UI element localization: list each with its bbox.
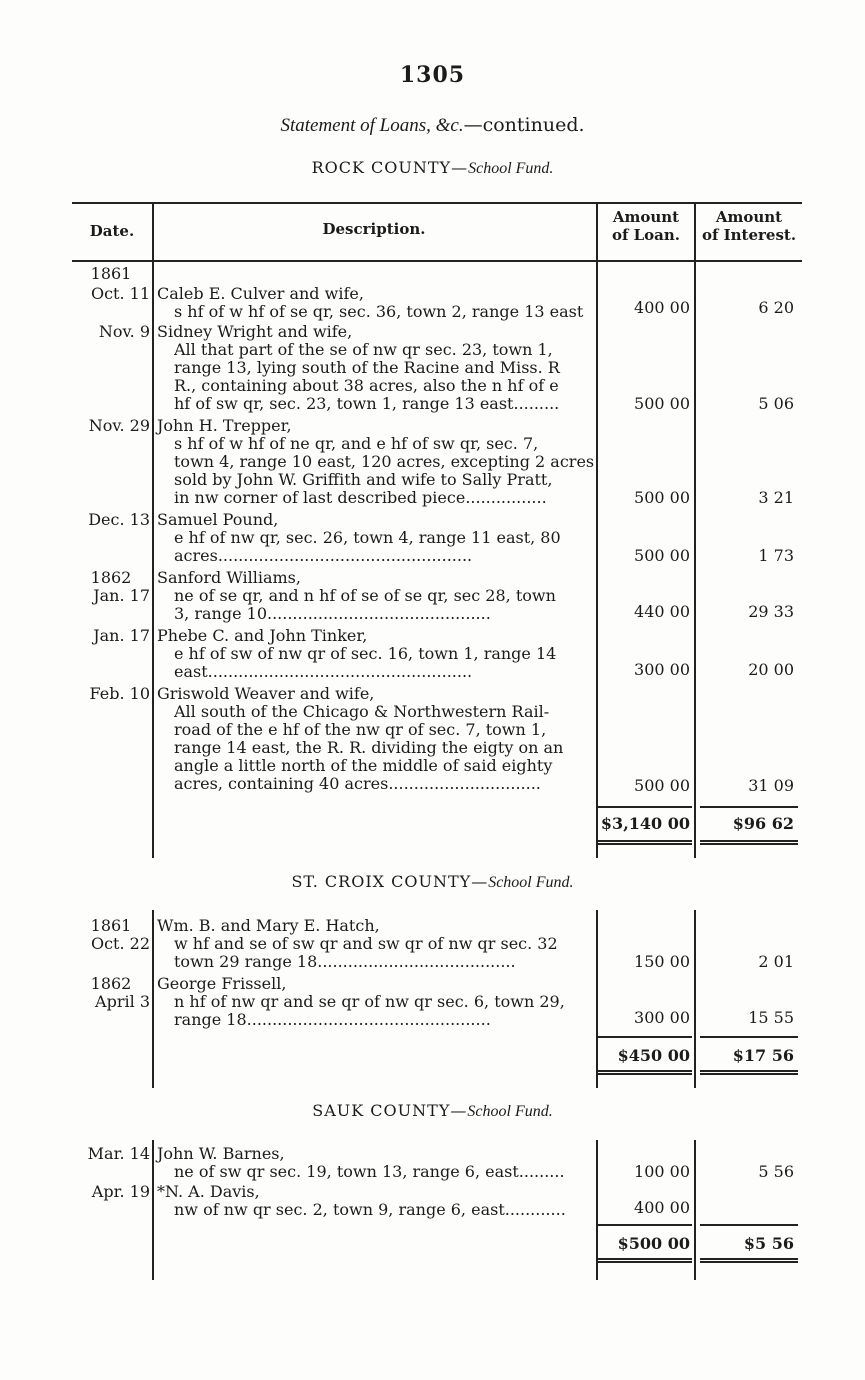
entry-name: Samuel Pound,	[157, 510, 279, 529]
entry-name: Caleb E. Culver and wife,	[157, 284, 364, 303]
sauk-fund-name: School Fund.	[467, 1103, 553, 1120]
total-loan: $450 00	[617, 1046, 690, 1065]
entry-name: Phebe C. and John Tinker,	[157, 626, 368, 645]
entry-loan: 500 00	[634, 394, 690, 413]
stcroix-county-heading	[0, 872, 865, 892]
total-interest: $5 56	[743, 1234, 794, 1253]
entry-interest: 5 06	[758, 394, 794, 413]
total-interest: $17 56	[732, 1046, 794, 1065]
total-double-rule	[598, 1070, 692, 1075]
entry-description-line: road of the e hf of the nw qr of sec. 7, town 1,	[174, 720, 547, 739]
total-loan: $500 00	[617, 1234, 690, 1253]
entry-interest: 3 21	[758, 488, 794, 507]
entry-description-line: e hf of nw qr, sec. 26, town 4, range 11 east, 80	[174, 528, 561, 547]
entry-name: John W. Barnes,	[157, 1144, 285, 1163]
rock-county-heading	[0, 158, 865, 178]
entry-interest: 5 56	[758, 1162, 794, 1181]
entry-name: *N. A. Davis,	[157, 1182, 260, 1201]
column-divider	[152, 1140, 154, 1280]
entry-loan: 400 00	[634, 298, 690, 317]
entry-date: Jan. 17	[93, 626, 150, 645]
entry-description-line: w hf and se of sw qr and sw qr of nw qr sec. 32	[174, 934, 558, 953]
entry-description-line: ne of se qr, and n hf of se of se qr, sec 28, town	[174, 586, 556, 605]
total-interest: $96 62	[732, 814, 794, 833]
entry-name: Sidney Wright and wife,	[157, 322, 353, 341]
entry-name: Wm. B. and Mary E. Hatch,	[157, 916, 380, 935]
rock-county-ledger	[72, 202, 802, 858]
entry-description-line: range 14 east, the R. R. dividing the eigty on an	[174, 738, 564, 757]
total-double-rule	[700, 1258, 798, 1263]
entry-date: Mar. 14	[87, 1144, 150, 1163]
entry-date: Oct. 11	[90, 284, 150, 303]
subtotal-rule	[700, 1224, 798, 1226]
entry-interest: 29 33	[748, 602, 794, 621]
column-divider	[694, 1140, 696, 1280]
entry-description-line: All south of the Chicago & Northwestern Rail-	[174, 702, 550, 721]
year-label: 1862	[90, 568, 132, 587]
entry-loan: 500 00	[634, 546, 690, 565]
year-label: 1861	[90, 916, 132, 935]
subtotal-rule	[700, 806, 798, 808]
header-top-rule	[72, 202, 802, 204]
entry-date: Feb. 10	[89, 684, 150, 703]
entry-loan: 400 00	[634, 1198, 690, 1217]
entry-loan: 100 00	[634, 1162, 690, 1181]
total-double-rule	[598, 840, 692, 845]
header-loan	[598, 208, 694, 244]
entry-description-line: nw of nw qr sec. 2, town 9, range 6, east............	[174, 1200, 566, 1219]
entry-date: April 3	[95, 992, 150, 1011]
entry-description-line: s hf of w hf of se qr, sec. 36, town 2, range 13 east	[174, 302, 584, 321]
sauk-county-ledger	[72, 1140, 802, 1280]
entry-description-line: range 13, lying south of the Racine and Miss. R	[174, 358, 560, 377]
statement-title-italic: Statement of Loans, &c.	[280, 115, 464, 136]
entry-description-line: 3, range 10............................................	[174, 604, 491, 623]
entry-interest: 31 09	[748, 776, 794, 795]
total-loan: $3,140 00	[600, 814, 690, 833]
entry-date: Jan. 17	[93, 586, 150, 605]
header-date: Date.	[89, 222, 135, 240]
entry-description-line: n hf of nw qr and se qr of nw qr sec. 6, town 29,	[174, 992, 565, 1011]
total-double-rule	[700, 840, 798, 845]
total-double-rule	[700, 1070, 798, 1075]
entry-description-line: east....................................................	[174, 662, 473, 681]
entry-description-line: town 29 range 18.......................................	[174, 952, 516, 971]
entry-description-line: range 18................................................	[174, 1010, 491, 1029]
entry-interest: 20 00	[748, 660, 794, 679]
header-interest-line2: of Interest.	[701, 226, 797, 244]
subtotal-rule	[700, 1036, 798, 1038]
entry-loan: 440 00	[634, 602, 690, 621]
header-interest	[696, 208, 802, 244]
subtotal-rule	[598, 1224, 692, 1226]
entry-interest: 6 20	[758, 298, 794, 317]
entry-description-line: s hf of w hf of ne qr, and e hf of sw qr, sec. 7,	[174, 434, 539, 453]
entry-interest: 1 73	[758, 546, 794, 565]
entry-date: Dec. 13	[88, 510, 150, 529]
rock-fund-name: School Fund.	[468, 160, 554, 177]
total-double-rule	[598, 1258, 692, 1263]
entry-loan: 500 00	[634, 488, 690, 507]
rock-county-name: ROCK COUNTY—	[311, 158, 469, 177]
year-label: 1862	[90, 974, 132, 993]
stcroix-fund-name: School Fund.	[488, 874, 574, 891]
entry-loan: 500 00	[634, 776, 690, 795]
statement-title-rest: —continued.	[463, 114, 585, 136]
statement-title	[0, 114, 865, 137]
entry-date: Oct. 22	[90, 934, 150, 953]
entry-description-line: hf of sw qr, sec. 23, town 1, range 13 east.........	[174, 394, 560, 413]
header-loan-line1: Amount	[612, 208, 680, 226]
entry-loan: 300 00	[634, 660, 690, 679]
header-loan-line2: of Loan.	[611, 226, 681, 244]
stcroix-county-name: ST. CROIX COUNTY—	[291, 872, 489, 891]
year-label: 1861	[90, 264, 132, 283]
page-number: 1305	[399, 62, 466, 88]
entry-description-line: All that part of the se of nw qr sec. 23, town 1,	[174, 340, 553, 359]
entry-loan: 300 00	[634, 1008, 690, 1027]
entry-description-line: in nw corner of last described piece................	[174, 488, 547, 507]
sauk-county-name: SAUK COUNTY—	[312, 1101, 468, 1120]
entry-interest: 2 01	[758, 952, 794, 971]
entry-name: Griswold Weaver and wife,	[157, 684, 375, 703]
entry-name: John H. Trepper,	[157, 416, 292, 435]
entry-name: George Frissell,	[157, 974, 287, 993]
entry-description-line: R., containing about 38 acres, also the n hf of e	[174, 376, 559, 395]
subtotal-rule	[598, 806, 692, 808]
header-bottom-rule	[72, 260, 802, 262]
column-divider	[152, 202, 154, 858]
entry-description-line: ne of sw qr sec. 19, town 13, range 6, east.........	[174, 1162, 565, 1181]
header-description: Description.	[322, 220, 426, 238]
column-divider	[152, 910, 154, 1088]
stcroix-county-ledger	[72, 910, 802, 1088]
entry-date: Nov. 9	[98, 322, 150, 341]
entry-description-line: town 4, range 10 east, 120 acres, excepting 2 acres	[174, 452, 594, 471]
subtotal-rule	[598, 1036, 692, 1038]
header-interest-line1: Amount	[715, 208, 783, 226]
entry-date: Nov. 29	[88, 416, 150, 435]
entry-date: Apr. 19	[91, 1182, 150, 1201]
entry-description-line: angle a little north of the middle of said eighty	[174, 756, 553, 775]
entry-description-line: sold by John W. Griffith and wife to Sally Pratt,	[174, 470, 553, 489]
entry-name: Sanford Williams,	[157, 568, 301, 587]
entry-description-line: acres, containing 40 acres..............................	[174, 774, 541, 793]
entry-interest: 15 55	[748, 1008, 794, 1027]
sauk-county-heading	[0, 1101, 865, 1121]
entry-description-line: acres..................................................	[174, 546, 473, 565]
entry-loan: 150 00	[634, 952, 690, 971]
entry-description-line: e hf of sw of nw qr of sec. 16, town 1, range 14	[174, 644, 557, 663]
